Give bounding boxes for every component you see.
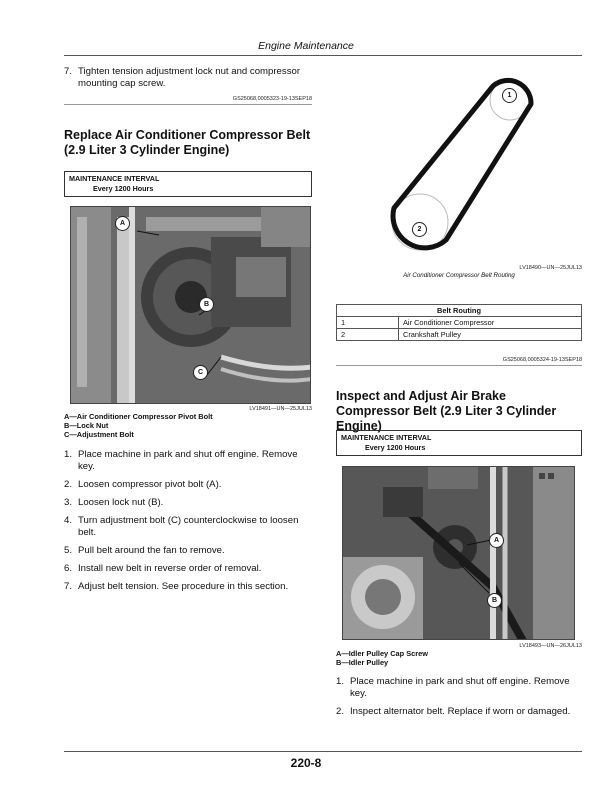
table-header: Belt Routing — [337, 305, 582, 317]
section-rule — [64, 104, 312, 105]
diagram-caption: Air Conditioner Compressor Belt Routing — [403, 272, 515, 279]
maintenance-interval-box — [336, 430, 582, 456]
legend-item: B—Lock Nut — [64, 420, 109, 430]
list-item: 7. Adjust belt tension. See procedure in this section. — [64, 580, 289, 592]
belt-routing-table — [336, 304, 582, 341]
doc-code: GS25068,0005323-19-13SEP18 — [232, 96, 312, 102]
procedure-steps — [336, 676, 582, 724]
maintenance-interval-box — [64, 171, 312, 197]
table-cell: Crankshaft Pulley — [399, 329, 582, 341]
prev-step-7 — [64, 66, 312, 90]
photo-code: LV18493—UN—26JUL13 — [519, 643, 582, 649]
list-item: 3. Loosen lock nut (B). — [64, 496, 164, 508]
compressor-photo — [70, 206, 311, 404]
list-item: 2. Inspect alternator belt. Replace if worn or damaged. — [336, 705, 571, 717]
list-item: 2. Loosen compressor pivot bolt (A). — [64, 478, 222, 490]
compressor-photo-art — [71, 207, 311, 404]
legend-item: B—Idler Pulley — [336, 657, 389, 667]
legend-item: A—Idler Pulley Cap Screw — [336, 649, 429, 658]
callout-b: B — [487, 593, 502, 608]
legend-item: C—Adjustment Bolt — [64, 429, 134, 439]
callout-a: A — [489, 533, 504, 548]
belt-routing-art — [380, 72, 540, 257]
footer-rule — [64, 751, 582, 752]
table-cell: Air Conditioner Compressor — [399, 317, 582, 329]
list-item: 1. Place machine in park and shut off engine. Remove key. — [336, 676, 570, 699]
maint-sub: Every 1200 Hours — [365, 443, 426, 452]
step-number: 7. — [64, 66, 73, 77]
table-row — [337, 329, 582, 341]
diagram-code: LV18490—UN—25JUL13 — [519, 265, 582, 271]
list-item: 5. Pull belt around the fan to remove. — [64, 544, 225, 556]
callout-c: C — [193, 365, 208, 380]
list-item: 6. Install new belt in reverse order of removal. — [64, 562, 262, 574]
photo-code: LV18491—UN—25JUL13 — [249, 406, 312, 412]
running-header: Engine Maintenance — [258, 40, 354, 52]
maint-title: MAINTENANCE INTERVAL — [341, 433, 432, 442]
table-row — [337, 317, 582, 329]
idler-pulley-photo-art — [343, 467, 575, 640]
legend-item: A—Air Conditioner Compressor Pivot Bolt — [64, 412, 213, 421]
section-heading: Inspect and Adjust Air Brake Compressor Belt (2.9 Liter 3 Cylinder Engine) — [336, 389, 557, 433]
belt-routing-diagram — [380, 72, 540, 257]
doc-code: GS25068,0005324-19-13SEP18 — [502, 357, 582, 363]
pulley-label-1: 1 — [502, 88, 517, 103]
idler-pulley-photo — [342, 466, 575, 640]
callout-a: A — [115, 216, 130, 231]
maint-sub: Every 1200 Hours — [93, 184, 154, 193]
table-cell: 1 — [337, 317, 399, 329]
photo-legend — [64, 413, 312, 439]
step-text: Tighten tension adjustment lock nut and compressor mounting cap screw. — [78, 66, 301, 89]
procedure-steps — [64, 449, 312, 598]
page-number: 220-8 — [290, 756, 322, 770]
photo-legend — [336, 650, 582, 668]
section-heading: Replace Air Conditioner Compressor Belt (2.9 Liter 3 Cylinder Engine) — [64, 128, 311, 157]
pulley-label-2: 2 — [412, 222, 427, 237]
maint-title: MAINTENANCE INTERVAL — [69, 174, 160, 183]
table-cell: 2 — [337, 329, 399, 341]
list-item: 4. Turn adjustment bolt (C) counterclockwise to loosen belt. — [64, 514, 299, 538]
header-rule — [64, 55, 582, 56]
list-item: 1. Place machine in park and shut off engine. Remove key. — [64, 449, 298, 472]
section-rule — [336, 365, 582, 366]
callout-b: B — [199, 297, 214, 312]
